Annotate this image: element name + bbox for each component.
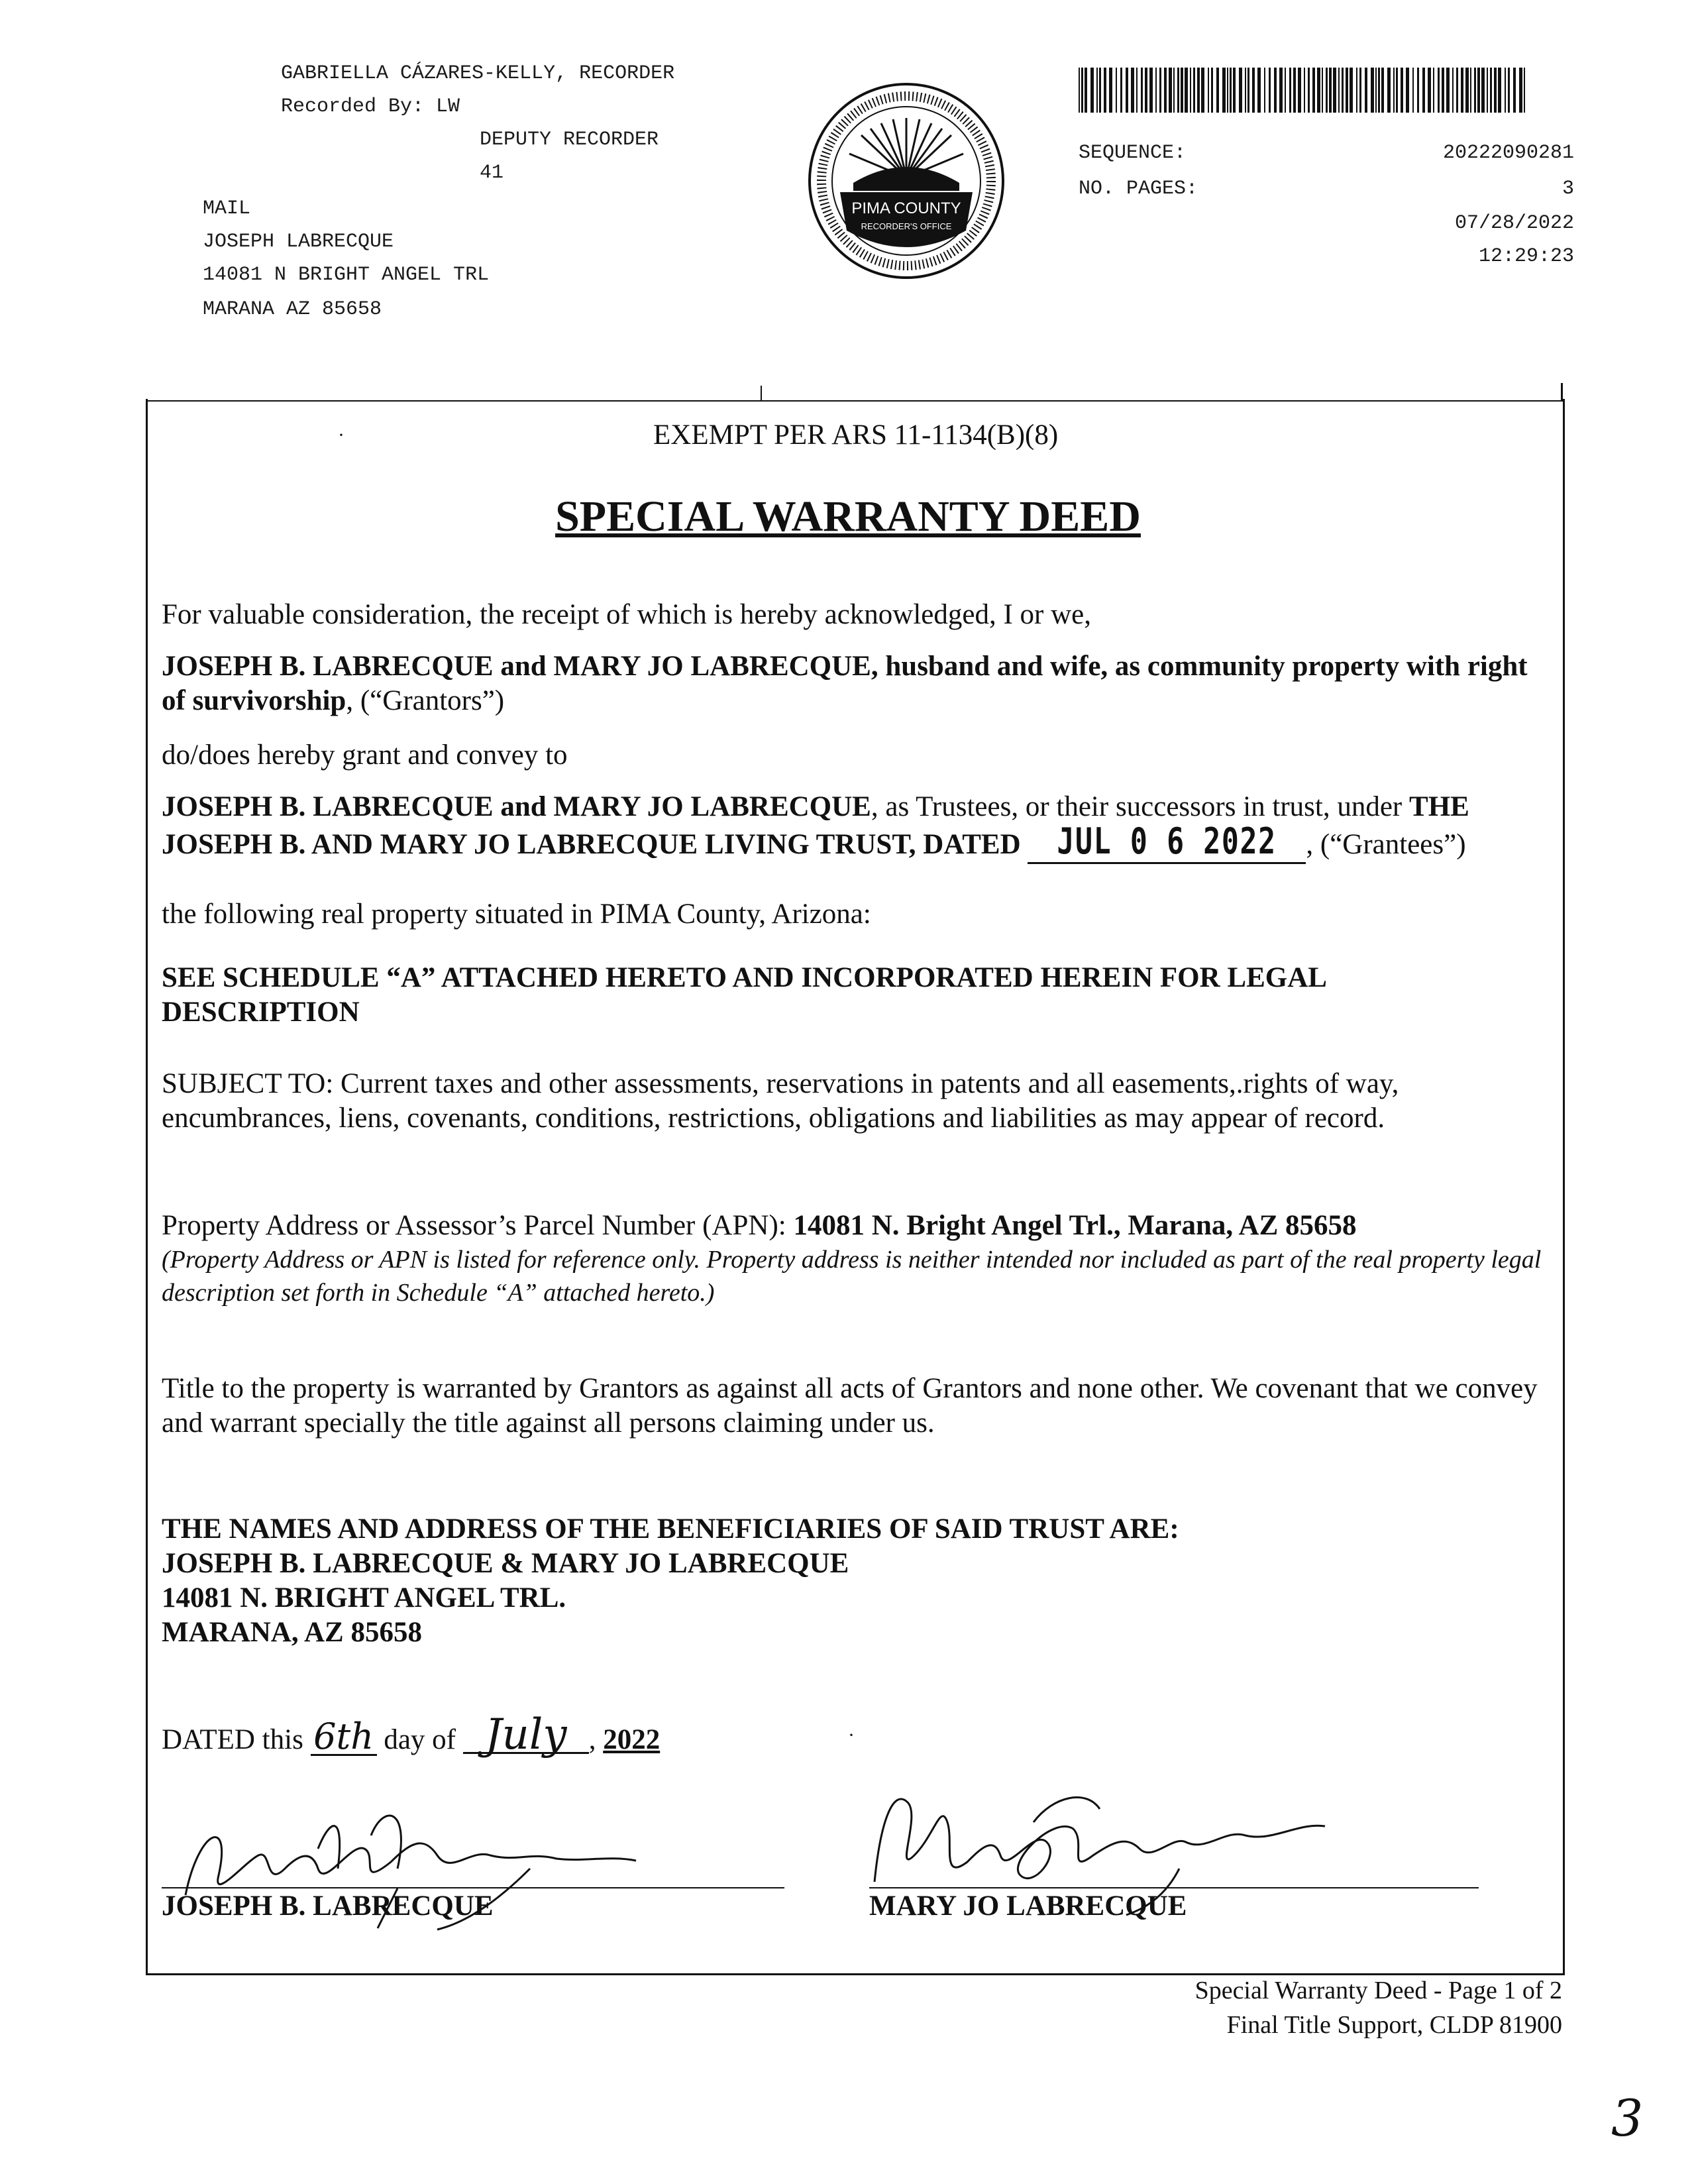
dated-line — [162, 1710, 1553, 1759]
barcode-bar — [1193, 68, 1195, 113]
seal-text-office: RECORDER'S OFFICE — [861, 221, 952, 231]
mail-city: MARANA AZ 85658 — [203, 298, 382, 321]
barcode-bar — [1149, 68, 1153, 113]
barcode-bar — [1285, 68, 1286, 113]
convey-paragraph: do/does hereby grant and convey to — [162, 739, 568, 771]
stray-dot: · — [338, 424, 344, 446]
recorded-by: Recorded By: LW — [281, 95, 460, 118]
barcode-bar — [1350, 68, 1353, 113]
barcode-bar — [1109, 68, 1112, 113]
barcode-bar — [1381, 68, 1384, 113]
grantors-tail: , (“Grantors”) — [346, 685, 505, 716]
barcode-bar — [1375, 68, 1377, 113]
trust-date-blank — [1028, 820, 1306, 864]
barcode-bar — [1136, 68, 1138, 113]
barcode-bar — [1247, 68, 1249, 113]
pages-label: NO. PAGES: — [1079, 178, 1198, 200]
barcode-bar — [1312, 68, 1315, 113]
barcode-bar — [1245, 68, 1246, 113]
barcode-bar — [1126, 68, 1128, 113]
barcode-bar — [1346, 68, 1348, 113]
barcode-bar — [1342, 68, 1344, 113]
barcode-bar — [1322, 68, 1323, 113]
grantees-names: JOSEPH B. LABRECQUE and MARY JO LABRECQUE — [162, 791, 871, 822]
barcode-bar — [1401, 68, 1403, 113]
barcode-bar — [1498, 68, 1501, 113]
pima-county-seal-icon — [807, 72, 1006, 290]
grantees-the: THE — [1409, 791, 1469, 822]
recorder-name: GABRIELLA CÁZARES-KELLY, RECORDER — [281, 62, 675, 85]
schedule-paragraph: SEE SCHEDULE “A” ATTACHED HERETO AND INCORPORATED HEREIN FOR LEGAL DESCRIPTION — [162, 962, 1326, 1028]
barcode-bar — [1145, 68, 1147, 113]
sequence-value: 20222090281 — [1442, 142, 1574, 164]
barcode-bar — [1211, 68, 1213, 113]
barcode-bar — [1293, 68, 1296, 113]
dated-prefix: DATED this — [162, 1724, 311, 1755]
barcode-bar — [1422, 68, 1425, 113]
barcode-bar — [1181, 68, 1183, 113]
barcode-bar — [1356, 68, 1357, 113]
barcode-bar — [1274, 68, 1277, 113]
barcode-bar — [1465, 68, 1469, 113]
recording-time: 12:29:23 — [1478, 245, 1574, 268]
barcode-bar — [1446, 68, 1450, 113]
pages-value: 3 — [1562, 178, 1574, 200]
barcode-bar — [1474, 68, 1476, 113]
barcode-bar — [1417, 68, 1419, 113]
barcode-bar — [1387, 68, 1391, 113]
recording-date: 07/28/2022 — [1454, 212, 1574, 235]
barcode-bar — [1393, 68, 1395, 113]
barcode-bar — [1116, 68, 1117, 113]
subject-to-paragraph: SUBJECT TO: Current taxes and other assessments, reservations in patents and all easements,.rights of way, encumbrances, liens, covenants, conditions, restrictions, obligations and liabilities as may appear of record. — [162, 1068, 1399, 1134]
barcode-bar — [1208, 68, 1209, 113]
barcode-bar — [1428, 68, 1431, 113]
signer-2-name: MARY JO LABRECQUE — [869, 1890, 1187, 1922]
sequence-label: SEQUENCE: — [1079, 142, 1187, 164]
barcode-bar — [1470, 68, 1471, 113]
barcode-bar — [1508, 68, 1510, 113]
barcode-bar — [1308, 68, 1310, 113]
beneficiaries-heading: THE NAMES AND ADDRESS OF THE BENEFICIARIES OF SAID TRUST ARE: — [162, 1513, 1179, 1545]
barcode-bar — [1477, 68, 1480, 113]
handwritten-page-number: 3 — [1611, 2089, 1644, 2148]
barcode-bar — [1433, 68, 1434, 113]
barcode-bar — [1487, 68, 1488, 113]
barcode-bar — [1264, 68, 1265, 113]
frame-top-rule — [146, 400, 1563, 402]
barcode-bar — [1304, 68, 1305, 113]
barcode-bar — [1239, 68, 1242, 113]
dated-comma: , — [588, 1724, 604, 1755]
dated-mid: day of — [376, 1724, 463, 1755]
barcode-bar — [1169, 68, 1172, 113]
deputy-recorder-label: DEPUTY RECORDER — [480, 129, 659, 151]
barcode-bar — [1298, 68, 1301, 113]
barcode-bar — [1452, 68, 1454, 113]
property-address-line — [162, 1209, 1553, 1243]
barcode-bar — [1155, 68, 1157, 113]
barcode-bar — [1329, 68, 1332, 113]
barcode-bar — [1412, 68, 1414, 113]
grantors-paragraph — [162, 649, 1553, 718]
beneficiaries-street: 14081 N. BRIGHT ANGEL TRL. — [162, 1582, 566, 1613]
seal-text-county: PIMA COUNTY — [851, 199, 961, 217]
mail-name: JOSEPH LABRECQUE — [203, 231, 394, 253]
barcode-bar — [1365, 68, 1367, 113]
barcode-bar — [1227, 68, 1228, 113]
dated-year: 2022 — [603, 1724, 661, 1755]
barcode-bar — [1173, 68, 1175, 113]
barcode-bar — [1279, 68, 1283, 113]
barcode-bar — [1141, 68, 1143, 113]
barcode-bar — [1257, 68, 1261, 113]
trust-name: JOSEPH B. AND MARY JO LABRECQUE LIVING TRUST, DATED — [162, 829, 1021, 860]
barcode-bar — [1216, 68, 1219, 113]
frame-center-tick — [761, 386, 762, 400]
barcode-bar — [1099, 68, 1101, 113]
deputy-recorder-number: 41 — [480, 162, 504, 184]
barcode-bar — [1371, 68, 1374, 113]
barcode-bar — [1481, 68, 1485, 113]
barcode-bar — [1338, 68, 1340, 113]
barcode-bar — [1164, 68, 1167, 113]
warranty-paragraph: Title to the property is warranted by Grantors as against all acts of Grantors and none other. We covenant that we convey and warrant specially the title against all persons claiming under us. — [162, 1373, 1538, 1439]
barcode-bar — [1406, 68, 1409, 113]
exempt-notice: EXEMPT PER ARS 11-1134(B)(8) — [653, 419, 1059, 451]
footer-page-info: Special Warranty Deed - Page 1 of 2 — [1194, 1977, 1562, 2004]
barcode-bar — [1524, 68, 1525, 113]
barcode-bar — [1096, 68, 1098, 113]
barcode-bar — [1233, 68, 1236, 113]
barcode-bar — [1177, 68, 1179, 113]
barcode-bar — [1461, 68, 1463, 113]
barcode-bar — [1252, 68, 1255, 113]
barcode-bar — [1269, 68, 1271, 113]
signer-1-name: JOSEPH B. LABRECQUE — [162, 1890, 494, 1922]
barcode-bar — [1090, 68, 1094, 113]
grantors-names: JOSEPH B. LABRECQUE and MARY JO LABRECQUE, husband and wife, as community property with right of survivorship — [162, 651, 1528, 716]
consideration-paragraph: For valuable consideration, the receipt of which is hereby acknowledged, I or we, — [162, 599, 1091, 630]
barcode-bar — [1456, 68, 1458, 113]
property-address-note: (Property Address or APN is listed for reference only. Property address is neither intended nor included as part of the real property legal description set forth in Schedule “A” attached hereto.) — [162, 1246, 1542, 1307]
grantees-line-2 — [162, 820, 1553, 864]
barcode-bar — [1494, 68, 1497, 113]
barcode-bar — [1104, 68, 1106, 113]
dated-month: July — [463, 1718, 589, 1754]
property-address-value: 14081 N. Bright Angel Trl., Marana, AZ 85658 — [793, 1210, 1357, 1241]
signature-line-2 — [869, 1887, 1479, 1888]
trust-date-stamp: JUL 0 6 2022 — [1057, 820, 1277, 862]
mail-street: 14081 N BRIGHT ANGEL TRL — [203, 264, 490, 286]
barcode-bar — [1505, 68, 1506, 113]
beneficiaries-city: MARANA, AZ 85658 — [162, 1617, 422, 1648]
beneficiaries-block — [162, 1512, 1553, 1650]
barcode-bar — [1513, 68, 1516, 113]
footer-title-support: Final Title Support, CLDP 81900 — [1226, 2011, 1562, 2039]
signature-line-1 — [162, 1887, 784, 1888]
barcode-bar — [1396, 68, 1398, 113]
barcode-bar — [1120, 68, 1122, 113]
barcode-bar — [1085, 68, 1087, 113]
dated-day: 6th — [311, 1720, 377, 1756]
frame-right-tick — [1561, 383, 1563, 400]
barcode-bar — [1081, 68, 1083, 113]
barcode-bar — [1197, 68, 1200, 113]
barcode-bar — [1289, 68, 1291, 113]
barcode-bar — [1190, 68, 1191, 113]
barcode-icon — [1079, 68, 1529, 113]
grantees-trustees-text: , as Trustees, or their successors in trust, under — [871, 791, 1410, 822]
barcode-bar — [1333, 68, 1336, 113]
barcode-bar — [1317, 68, 1320, 113]
deed-title: SPECIAL WARRANTY DEED — [555, 492, 1141, 541]
grantees-line-1 — [162, 790, 1553, 824]
barcode-bar — [1079, 68, 1080, 113]
barcode-bar — [1185, 68, 1188, 113]
barcode-bar — [1519, 68, 1522, 113]
barcode-bar — [1359, 68, 1361, 113]
barcode-bar — [1490, 68, 1492, 113]
barcode-bar — [1131, 68, 1134, 113]
property-address-label: Property Address or Assessor’s Parcel Number (APN): — [162, 1210, 794, 1241]
grantees-tail: , (“Grantees”) — [1306, 829, 1466, 860]
barcode-bar — [1378, 68, 1380, 113]
barcode-bar — [1201, 68, 1204, 113]
barcode-bar — [1222, 68, 1226, 113]
beneficiaries-names: JOSEPH B. LABRECQUE & MARY JO LABRECQUE — [162, 1548, 849, 1579]
barcode-bar — [1442, 68, 1444, 113]
stray-dot-2: · — [848, 1724, 855, 1746]
barcode-bar — [1159, 68, 1161, 113]
barcode-bar — [1326, 68, 1328, 113]
situated-paragraph: the following real property situated in PIMA County, Arizona: — [162, 899, 871, 930]
barcode-bar — [1438, 68, 1440, 113]
mail-label: MAIL — [203, 197, 251, 220]
barcode-bar — [1230, 68, 1232, 113]
